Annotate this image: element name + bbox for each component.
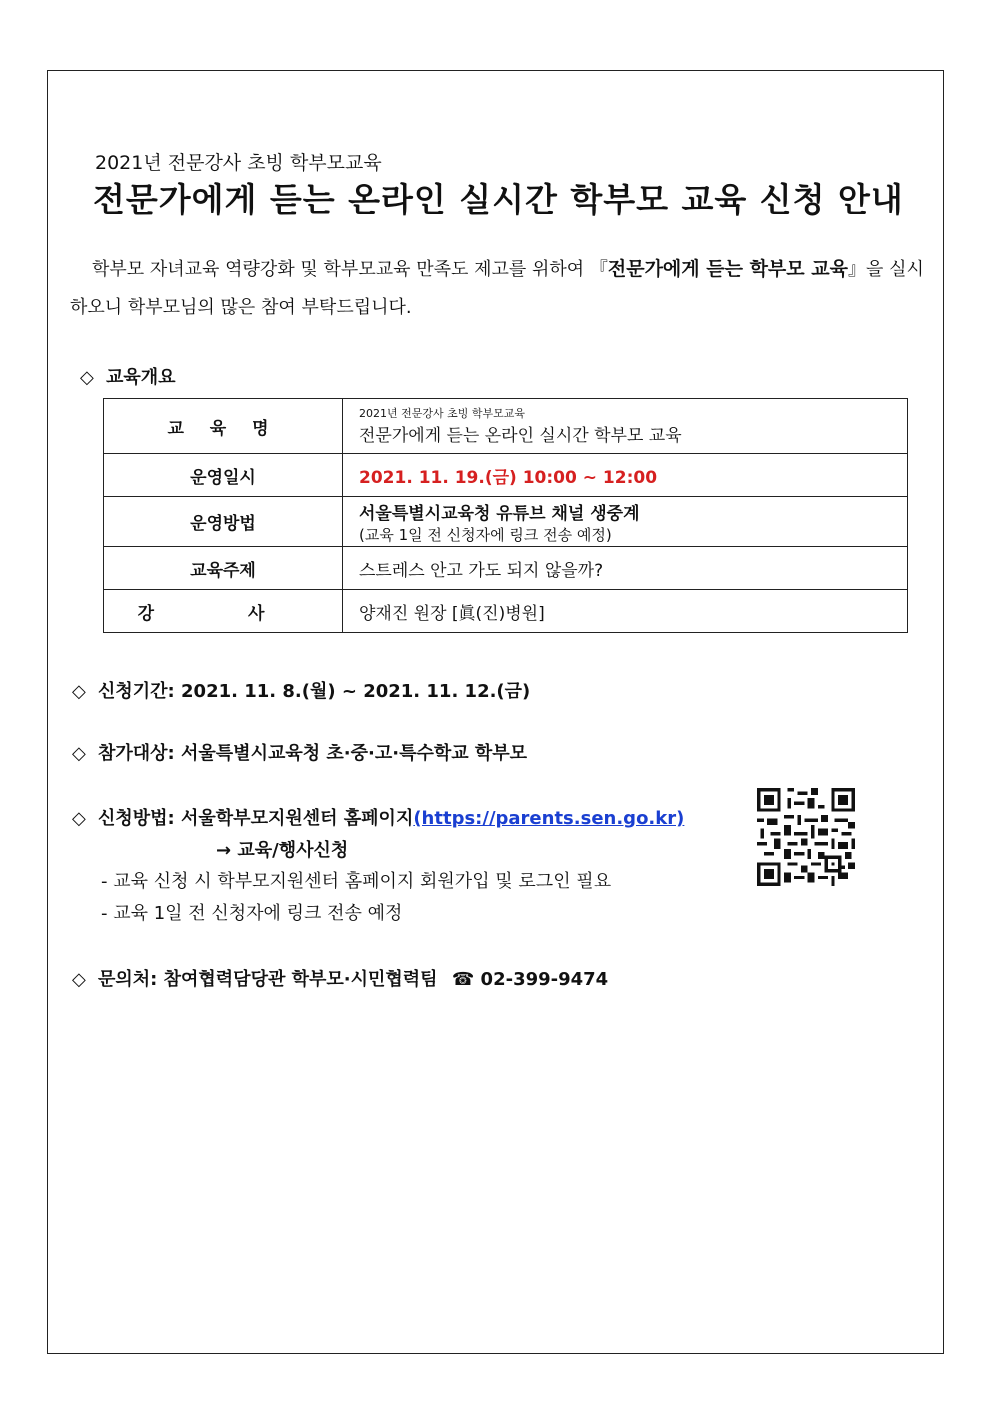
participant-target-text: 참가대상: 서울특별시교육청 초·중·고·특수학교 학부모: [98, 743, 528, 764]
table-row: [104, 497, 908, 547]
row-value-course: [343, 399, 908, 454]
row-label-method: 운영방법: [104, 497, 343, 547]
diamond-icon: ◇: [72, 681, 86, 702]
intro-paragraph: [70, 250, 930, 327]
phone-icon: ☎: [451, 969, 475, 990]
diamond-icon: ◇: [72, 808, 86, 829]
overview-heading-text: 교육개요: [106, 367, 176, 388]
overview-heading: [80, 363, 176, 389]
phone-number: 02-399-9474: [480, 969, 609, 990]
participant-target: [72, 739, 527, 765]
qr-code[interactable]: [757, 788, 855, 886]
contact-text: 문의처: 참여협력담당관 학부모·시민협력팀: [98, 969, 438, 990]
diamond-icon: ◇: [72, 969, 86, 990]
application-method: [72, 804, 684, 830]
row-value-datetime: [343, 454, 908, 497]
table-row: [104, 399, 908, 454]
application-period-text: 신청기간: 2021. 11. 8.(월) ~ 2021. 11. 12.(금): [98, 681, 531, 702]
table-row: [104, 590, 908, 633]
document-subtitle: 2021년 전문강사 초빙 학부모교육: [95, 152, 382, 174]
datetime-value: 2021. 11. 19.(금) 10:00 ~ 12:00: [359, 467, 658, 488]
application-note-2: - 교육 1일 전 신청자에 링크 전송 예정: [101, 903, 403, 924]
homepage-link[interactable]: (https://parents.sen.go.kr): [413, 808, 685, 829]
application-period: [72, 677, 530, 703]
table-row: [104, 547, 908, 590]
method-value: 서울특별시교육청 유튜브 채널 생중계: [359, 503, 640, 524]
document-title: 전문가에게 듣는 온라인 실시간 학부모 교육 신청 안내: [93, 180, 904, 219]
course-small-title: 2021년 전문강사 초빙 학부모교육: [359, 406, 525, 420]
course-title: 전문가에게 듣는 온라인 실시간 학부모 교육: [359, 425, 682, 446]
row-label-course: 교 육 명: [104, 399, 343, 454]
row-value-lecturer: 양재진 원장 [眞(진)병원]: [343, 590, 908, 633]
row-label-datetime: 운영일시: [104, 454, 343, 497]
row-label-lecturer: 강 사: [104, 590, 343, 633]
table-row: [104, 454, 908, 497]
overview-table: [103, 398, 908, 633]
row-value-method: [343, 497, 908, 547]
diamond-icon: ◇: [80, 367, 94, 388]
intro-text-2: 』을 실시하오니 학부모님의 많은 참여 부탁드립니다.: [70, 259, 924, 318]
intro-text-1: 학부모 자녀교육 역량강화 및 학부모교육 만족도 제고를 위하여 『: [92, 259, 608, 280]
application-method-text: 신청방법: 서울학부모지원센터 홈페이지: [98, 808, 414, 829]
row-label-topic: 교육주제: [104, 547, 343, 590]
application-note-1: - 교육 신청 시 학부모지원센터 홈페이지 회원가입 및 로그인 필요: [101, 871, 612, 892]
row-value-topic: 스트레스 안고 가도 되지 않을까?: [343, 547, 908, 590]
application-path: → 교육/행사신청: [216, 840, 349, 861]
method-note: (교육 1일 전 신청자에 링크 전송 예정): [359, 525, 612, 544]
intro-highlight: 전문가에게 듣는 학부모 교육: [607, 258, 848, 280]
contact-info: [72, 965, 608, 991]
diamond-icon: ◇: [72, 743, 86, 764]
